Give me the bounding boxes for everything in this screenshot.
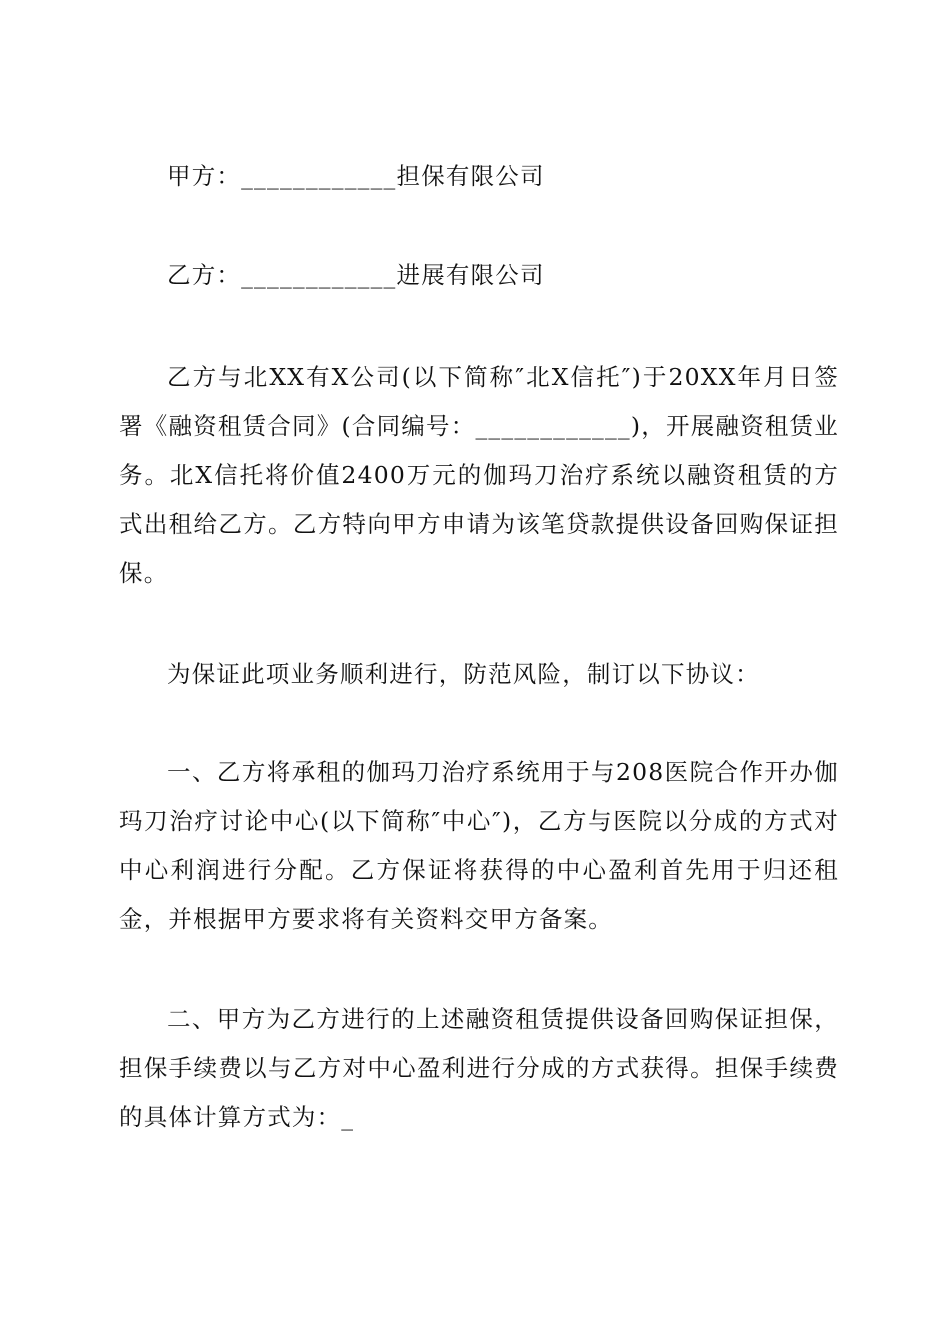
clause-one-paragraph: 一、乙方将承租的伽玛刀治疗系统用于与208医院合作开办伽玛刀治疗讨论中心(以下简称″中心″)，乙方与医院以分成的方式对中心利润进行分配。乙方保证将获得的中心盈利首先用于归还租金，并根据甲方要求将有关资料交甲方备案。 [119, 758, 839, 933]
party-a-line: 甲方：____________担保有限公司 [167, 162, 545, 190]
clause-two-paragraph: 二、甲方为乙方进行的上述融资租赁提供设备回购保证担保，担保手续费以与乙方对中心盈利进行分成的方式获得。担保手续费的具体计算方式为：_ [119, 1005, 839, 1131]
party-b-line: 乙方：____________进展有限公司 [167, 261, 545, 289]
preamble-paragraph: 为保证此项业务顺利进行，防范风险，制订以下协议： [167, 660, 760, 688]
background-paragraph: 乙方与北XX有X公司(以下简称″北X信托″)于20XX年月日签署《融资租赁合同》(合同编号：____________)，开展融资租赁业务。北X信托将价值2400万元的伽玛刀治疗系统以融资租赁的方式出租给乙方。乙方特向甲方申请为该笔贷款提供设备回购保证担保。 [119, 363, 839, 587]
